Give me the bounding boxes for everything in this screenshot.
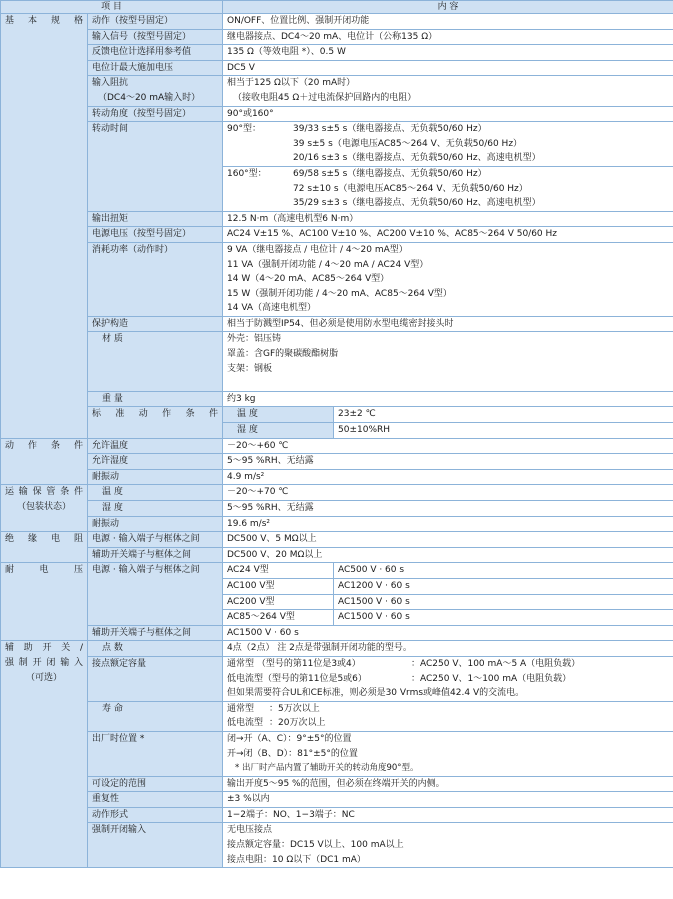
- row-value: 135 Ω（等效电阻 *）、0.5 W: [223, 45, 673, 61]
- row-label: 转动角度（按型号固定）: [88, 106, 223, 122]
- category-auxiliary-label2: 强 制 开 闭 输 入: [5, 657, 83, 668]
- row-value: 4点（2点） 注 2点是带强制开闭功能的型号。: [223, 641, 673, 657]
- category-basic-label: 基 本 规 格: [5, 16, 83, 26]
- header-content: 内 容: [223, 1, 673, 14]
- row-label: 输出扭矩: [88, 211, 223, 227]
- table-row: [1, 60, 673, 76]
- row-value: 无电压接点 接点额定容量：DC15 V以上、100 mA以上 接点电阻：10 Ω以下（DC1 mA）: [223, 823, 673, 868]
- row-label: 温 度: [88, 485, 223, 501]
- category-standard: [88, 407, 223, 438]
- row-label: 转动时间: [88, 122, 223, 212]
- row-label: 重 量: [88, 391, 223, 407]
- row-value: ON/OFF、位置比例、强制开闭功能: [223, 14, 673, 30]
- category-auxiliary-sublabel: （可选）: [25, 672, 62, 683]
- table-row: [1, 211, 673, 227]
- category-withstand-label: 耐 电 压: [5, 565, 83, 576]
- row-value: AC24 V±15 %、AC100 V±10 %、AC200 V±10 %、AC85～264 V 50/60 Hz: [223, 227, 673, 243]
- category-insulation: [1, 532, 88, 563]
- row-label: 寿 命: [88, 701, 223, 731]
- row-value: 相当于防溅型IP54、但必须是使用防水型电缆密封接头时: [223, 316, 673, 332]
- row-label: 辅助开关端子与框体之间: [88, 625, 223, 641]
- category-standard-label: 标 准 动 作 条 件: [92, 409, 218, 420]
- row-value: 5～95 %RH、无结露: [223, 501, 673, 517]
- table-row: [1, 563, 673, 579]
- table-row: [1, 641, 673, 657]
- table-row: [1, 656, 673, 701]
- row-label: 强制开闭输入: [88, 823, 223, 868]
- row-label: 电源电压（按型号固定）: [88, 227, 223, 243]
- category-operating: [1, 438, 88, 485]
- row-label: 允许温度: [88, 438, 223, 454]
- row-label: 电位计最大施加电压: [88, 60, 223, 76]
- row-label: 点 数: [88, 641, 223, 657]
- row-value: DC500 V、20 MΩ以上: [223, 547, 673, 563]
- row-value: －20～+70 ℃: [223, 485, 673, 501]
- table-row: [1, 45, 673, 61]
- category-auxiliary-label: 辅 助 开 关 /: [5, 643, 83, 654]
- table-row: [1, 792, 673, 808]
- table-header-row: [1, 1, 673, 14]
- table-row: [1, 242, 673, 316]
- table-row: [1, 823, 673, 868]
- withstand-value: AC1500 V · 60 s: [334, 610, 673, 626]
- table-row: [1, 227, 673, 243]
- row-value: 12.5 N·m（高速电机型6 N·m）: [223, 211, 673, 227]
- row-label: 消耗功率（动作时）: [88, 242, 223, 316]
- table-row: [1, 469, 673, 485]
- row-value: DC5 V: [223, 60, 673, 76]
- category-basic: [1, 14, 88, 439]
- row-value: 50±10%RH: [334, 423, 673, 439]
- table-row: [1, 122, 673, 167]
- category-withstand: [1, 563, 88, 641]
- row-label: 耐振动: [88, 516, 223, 532]
- table-row: [1, 731, 673, 776]
- table-row: [1, 391, 673, 407]
- row-value: 5～95 %RH、无结露: [223, 454, 673, 470]
- row-label: 耐振动: [88, 469, 223, 485]
- withstand-type: AC24 V型: [223, 563, 334, 579]
- withstand-type: AC100 V型: [223, 578, 334, 594]
- row-label: 保护构造: [88, 316, 223, 332]
- table-row: [1, 438, 673, 454]
- table-row: [1, 407, 673, 423]
- row-value: 通常型 ：5万次以上 低电流型 ：20万次以上: [223, 701, 673, 731]
- table-row: [1, 332, 673, 391]
- table-row: [1, 501, 673, 517]
- row-label: 反馈电位计选择用参考值: [88, 45, 223, 61]
- table-row: [1, 106, 673, 122]
- table-row: [1, 532, 673, 548]
- table-row: [1, 14, 673, 30]
- rotation-160-block: 160°型： 69/58 s±5 s（继电器接点、无负载50/60 Hz） 72 s±10 s（电源电压AC85～264 V、无负载50/60 Hz） 35/29 s±3 s（继电器接点、无负载50/60 Hz、高速电机型）: [223, 166, 673, 211]
- category-operating-label: 动 作 条 件: [5, 440, 83, 451]
- withstand-value: AC500 V · 60 s: [334, 563, 673, 579]
- table-row: [1, 701, 673, 731]
- row-label: 出厂时位置 *: [88, 731, 223, 776]
- withstand-value: AC1200 V · 60 s: [334, 578, 673, 594]
- table-row: [1, 776, 673, 792]
- row-value: 约3 kg: [223, 391, 673, 407]
- withstand-type: AC85～264 V型: [223, 610, 334, 626]
- withstand-type: AC200 V型: [223, 594, 334, 610]
- row-value: DC500 V、5 MΩ以上: [223, 532, 673, 548]
- category-transport-sublabel: （包装状态）: [16, 502, 71, 512]
- table-row: [1, 316, 673, 332]
- row-label: 电源 · 输入端子与框体之间: [88, 563, 223, 625]
- category-insulation-label: 绝 缘 电 阻: [5, 534, 83, 545]
- row-label: 输入信号（按型号固定）: [88, 29, 223, 45]
- header-item: 项 目: [1, 1, 223, 14]
- table-row: [1, 76, 673, 106]
- row-value: 通常型 （型号的第11位是3或4） ：AC250 V、100 mA～5 A（电阻负载） 低电流型（型号的第11位是5或6） ：AC250 V、1～100 mA（电阻负载） 但如果需要符合UL和CE标准，则必须是30 Vrms或峰值42.4 V的交流电。: [223, 656, 673, 701]
- table-row: [1, 454, 673, 470]
- table-row: [1, 29, 673, 45]
- row-value: 输出开度5～95 %的范围，但必须在终端开关的内侧。: [223, 776, 673, 792]
- row-value: 19.6 m/s²: [223, 516, 673, 532]
- row-label: 接点额定容量: [88, 656, 223, 701]
- category-auxiliary: [1, 641, 88, 868]
- row-value: AC1500 V · 60 s: [223, 625, 673, 641]
- withstand-value: AC1500 V · 60 s: [334, 594, 673, 610]
- row-label: 允许湿度: [88, 454, 223, 470]
- rotation-90-block: 90°型： 39/33 s±5 s（继电器接点、无负载50/60 Hz） 39 s±5 s（电源电压AC85～264 V、无负载50/60 Hz） 20/16 s±3 s（继电器接点、无负载50/60 Hz、高速电机型）: [223, 122, 673, 167]
- row-label: 动作形式: [88, 807, 223, 823]
- table-row: [1, 807, 673, 823]
- table-row: [1, 625, 673, 641]
- table-row: [1, 485, 673, 501]
- row-label: 电源 · 输入端子与框体之间: [88, 532, 223, 548]
- row-value: 外壳：铝压铸 罩盖：含GF的聚碳酸酯树脂 支架：钢板: [223, 332, 673, 391]
- row-label: 湿 度: [223, 423, 334, 439]
- table-row: [1, 516, 673, 532]
- row-value: 9 VA（继电器接点 / 电位计 / 4～20 mA型） 11 VA（强制开闭功能 / 4～20 mA / AC24 V型） 14 W（4～20 mA、AC85～264 V型） 15 W（强制开闭功能 / 4～20 mA、AC85～264 V型） 14 VA（高速电机型）: [223, 242, 673, 316]
- row-value: 1−2端子：NO、1−3端子：NC: [223, 807, 673, 823]
- row-label: 材 质: [88, 332, 223, 391]
- row-value: 闭→开（A、C）：9°±5°的位置 开→闭（B、D）：81°±5°的位置 * 出厂时产品内置了辅助开关的转动角度90°型。: [223, 731, 673, 776]
- row-label: 湿 度: [88, 501, 223, 517]
- row-label: 辅助开关端子与框体之间: [88, 547, 223, 563]
- row-value: 90°或160°: [223, 106, 673, 122]
- row-value: 23±2 ℃: [334, 407, 673, 423]
- table-row: [1, 547, 673, 563]
- category-transport: [1, 485, 88, 532]
- row-value: 继电器接点、DC4～20 mA、电位计（公称135 Ω）: [223, 29, 673, 45]
- row-value: ±3 %以内: [223, 792, 673, 808]
- row-label: 温 度: [223, 407, 334, 423]
- row-label: 重复性: [88, 792, 223, 808]
- category-transport-label: 运 输 保 管 条 件: [5, 487, 83, 498]
- row-value: 4.9 m/s²: [223, 469, 673, 485]
- row-label: 可设定的范围: [88, 776, 223, 792]
- row-value: 相当于125 Ω以下（20 mA时） （接收电阻45 Ω＋过电流保护回路内的电阻）: [223, 76, 673, 106]
- row-label: 输入阻抗 （DC4～20 mA输入时）: [88, 76, 223, 106]
- row-value: －20～+60 ℃: [223, 438, 673, 454]
- row-label: 动作（按型号固定）: [88, 14, 223, 30]
